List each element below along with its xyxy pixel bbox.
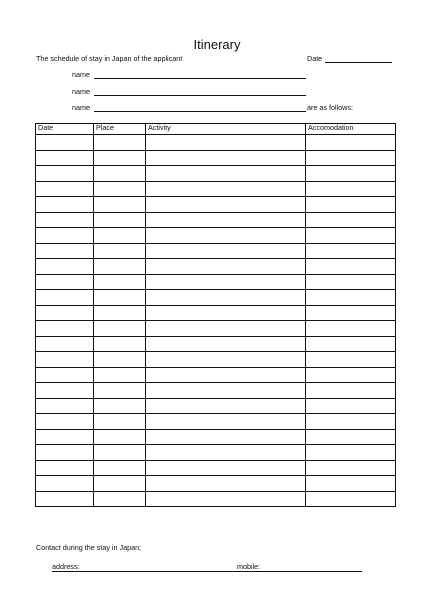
cell-activity[interactable] bbox=[146, 445, 306, 461]
cell-place[interactable] bbox=[94, 460, 146, 476]
column-header-activity: Activity bbox=[146, 124, 306, 135]
cell-place[interactable] bbox=[94, 243, 146, 259]
cell-activity[interactable] bbox=[146, 150, 306, 166]
name-label-3: name bbox=[72, 103, 90, 112]
date-label: Date bbox=[307, 54, 323, 63]
cell-accomodation[interactable] bbox=[306, 352, 396, 368]
cell-place[interactable] bbox=[94, 336, 146, 352]
cell-place[interactable] bbox=[94, 212, 146, 228]
cell-activity[interactable] bbox=[146, 290, 306, 306]
cell-place[interactable] bbox=[94, 274, 146, 290]
cell-date[interactable] bbox=[36, 212, 94, 228]
table-row bbox=[36, 274, 396, 290]
cell-activity[interactable] bbox=[146, 259, 306, 275]
cell-accomodation[interactable] bbox=[306, 445, 396, 461]
table-row bbox=[36, 181, 396, 197]
column-header-accomodation: Accomodation bbox=[306, 124, 396, 135]
table-row bbox=[36, 166, 396, 182]
follows-text: are as follows: bbox=[307, 103, 353, 112]
cell-activity[interactable] bbox=[146, 414, 306, 430]
table-row bbox=[36, 212, 396, 228]
table-row bbox=[36, 321, 396, 337]
name-field-2[interactable] bbox=[94, 95, 306, 96]
cell-accomodation[interactable] bbox=[306, 336, 396, 352]
table-row bbox=[36, 305, 396, 321]
cell-activity[interactable] bbox=[146, 429, 306, 445]
cell-accomodation[interactable] bbox=[306, 135, 396, 151]
cell-accomodation[interactable] bbox=[306, 228, 396, 244]
cell-place[interactable] bbox=[94, 476, 146, 492]
cell-activity[interactable] bbox=[146, 336, 306, 352]
cell-activity[interactable] bbox=[146, 398, 306, 414]
cell-date[interactable] bbox=[36, 135, 94, 151]
name-field-3[interactable] bbox=[94, 111, 306, 112]
table-row bbox=[36, 336, 396, 352]
cell-date[interactable] bbox=[36, 414, 94, 430]
table-row bbox=[36, 383, 396, 399]
mobile-label: mobile: bbox=[237, 562, 261, 571]
table-row bbox=[36, 476, 396, 492]
cell-accomodation[interactable] bbox=[306, 274, 396, 290]
cell-activity[interactable] bbox=[146, 243, 306, 259]
cell-date[interactable] bbox=[36, 352, 94, 368]
cell-accomodation[interactable] bbox=[306, 305, 396, 321]
cell-place[interactable] bbox=[94, 135, 146, 151]
table-row bbox=[36, 352, 396, 368]
cell-accomodation[interactable] bbox=[306, 212, 396, 228]
cell-place[interactable] bbox=[94, 197, 146, 213]
cell-date[interactable] bbox=[36, 274, 94, 290]
intro-text: The schedule of stay in Japan of the applicant bbox=[36, 54, 183, 63]
cell-place[interactable] bbox=[94, 429, 146, 445]
cell-place[interactable] bbox=[94, 352, 146, 368]
table-row bbox=[36, 243, 396, 259]
cell-place[interactable] bbox=[94, 166, 146, 182]
cell-place[interactable] bbox=[94, 305, 146, 321]
table-header-row bbox=[36, 124, 396, 135]
itinerary-table bbox=[35, 123, 396, 507]
cell-date[interactable] bbox=[36, 290, 94, 306]
cell-date[interactable] bbox=[36, 460, 94, 476]
name-label-1: name bbox=[72, 70, 90, 79]
cell-activity[interactable] bbox=[146, 383, 306, 399]
cell-activity[interactable] bbox=[146, 181, 306, 197]
cell-activity[interactable] bbox=[146, 212, 306, 228]
cell-place[interactable] bbox=[94, 367, 146, 383]
cell-date[interactable] bbox=[36, 336, 94, 352]
cell-place[interactable] bbox=[94, 321, 146, 337]
date-field[interactable] bbox=[325, 62, 392, 63]
cell-activity[interactable] bbox=[146, 367, 306, 383]
table-row bbox=[36, 197, 396, 213]
cell-date[interactable] bbox=[36, 367, 94, 383]
cell-date[interactable] bbox=[36, 445, 94, 461]
cell-accomodation[interactable] bbox=[306, 197, 396, 213]
cell-activity[interactable] bbox=[146, 197, 306, 213]
cell-accomodation[interactable] bbox=[306, 414, 396, 430]
cell-activity[interactable] bbox=[146, 228, 306, 244]
name-label-2: name bbox=[72, 87, 90, 96]
cell-place[interactable] bbox=[94, 150, 146, 166]
cell-date[interactable] bbox=[36, 228, 94, 244]
table-row bbox=[36, 228, 396, 244]
page-title: Itinerary bbox=[193, 37, 241, 52]
cell-accomodation[interactable] bbox=[306, 166, 396, 182]
cell-date[interactable] bbox=[36, 197, 94, 213]
cell-place[interactable] bbox=[94, 259, 146, 275]
table-row bbox=[36, 491, 396, 507]
name-field-1[interactable] bbox=[94, 78, 306, 79]
cell-date[interactable] bbox=[36, 150, 94, 166]
table-row bbox=[36, 414, 396, 430]
table-row bbox=[36, 259, 396, 275]
table-row bbox=[36, 398, 396, 414]
table-row bbox=[36, 445, 396, 461]
address-field[interactable] bbox=[52, 571, 362, 572]
cell-date[interactable] bbox=[36, 166, 94, 182]
cell-activity[interactable] bbox=[146, 476, 306, 492]
cell-place[interactable] bbox=[94, 414, 146, 430]
cell-date[interactable] bbox=[36, 429, 94, 445]
cell-accomodation[interactable] bbox=[306, 476, 396, 492]
cell-place[interactable] bbox=[94, 228, 146, 244]
cell-date[interactable] bbox=[36, 259, 94, 275]
table-row bbox=[36, 135, 396, 151]
cell-accomodation[interactable] bbox=[306, 460, 396, 476]
cell-activity[interactable] bbox=[146, 166, 306, 182]
cell-accomodation[interactable] bbox=[306, 383, 396, 399]
cell-place[interactable] bbox=[94, 398, 146, 414]
cell-accomodation[interactable] bbox=[306, 290, 396, 306]
table-row bbox=[36, 460, 396, 476]
table-body bbox=[36, 135, 396, 507]
cell-date[interactable] bbox=[36, 305, 94, 321]
cell-accomodation[interactable] bbox=[306, 321, 396, 337]
cell-place[interactable] bbox=[94, 290, 146, 306]
table-row bbox=[36, 150, 396, 166]
cell-activity[interactable] bbox=[146, 491, 306, 507]
table-row bbox=[36, 429, 396, 445]
address-label: address: bbox=[52, 562, 80, 571]
cell-activity[interactable] bbox=[146, 321, 306, 337]
column-header-place: Place bbox=[94, 124, 146, 135]
cell-activity[interactable] bbox=[146, 135, 306, 151]
cell-accomodation[interactable] bbox=[306, 150, 396, 166]
cell-date[interactable] bbox=[36, 398, 94, 414]
cell-accomodation[interactable] bbox=[306, 243, 396, 259]
cell-accomodation[interactable] bbox=[306, 259, 396, 275]
table-row bbox=[36, 290, 396, 306]
cell-activity[interactable] bbox=[146, 460, 306, 476]
cell-date[interactable] bbox=[36, 181, 94, 197]
cell-activity[interactable] bbox=[146, 352, 306, 368]
cell-activity[interactable] bbox=[146, 305, 306, 321]
cell-date[interactable] bbox=[36, 383, 94, 399]
cell-activity[interactable] bbox=[146, 274, 306, 290]
cell-date[interactable] bbox=[36, 321, 94, 337]
cell-place[interactable] bbox=[94, 445, 146, 461]
cell-accomodation[interactable] bbox=[306, 367, 396, 383]
cell-place[interactable] bbox=[94, 491, 146, 507]
cell-accomodation[interactable] bbox=[306, 429, 396, 445]
cell-place[interactable] bbox=[94, 383, 146, 399]
cell-date[interactable] bbox=[36, 491, 94, 507]
contact-label: Contact during the stay in Japan; bbox=[36, 543, 142, 552]
cell-accomodation[interactable] bbox=[306, 491, 396, 507]
cell-date[interactable] bbox=[36, 243, 94, 259]
cell-accomodation[interactable] bbox=[306, 181, 396, 197]
table-row bbox=[36, 367, 396, 383]
cell-accomodation[interactable] bbox=[306, 398, 396, 414]
cell-place[interactable] bbox=[94, 181, 146, 197]
column-header-date: Date bbox=[36, 124, 94, 135]
cell-date[interactable] bbox=[36, 476, 94, 492]
